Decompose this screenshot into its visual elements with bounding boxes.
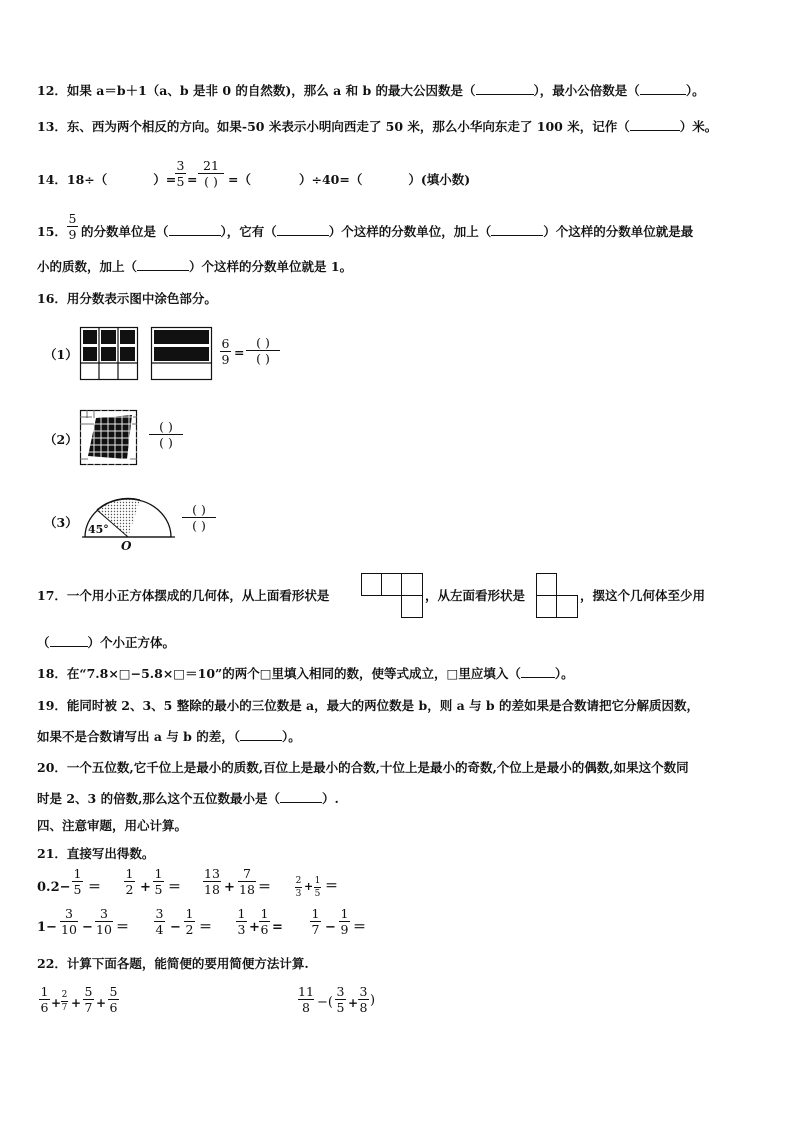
q16-p1-eq: =: [234, 345, 245, 360]
q17-line-1a: 17．一个用小正方体摆成的几何体，从上面看形状是: [37, 588, 330, 603]
q21-e4-d1: 3: [295, 889, 302, 899]
q19-line-2: [37, 729, 301, 745]
q21-e5-frac2: [95, 907, 113, 936]
q21-e4-op: +: [304, 880, 314, 893]
q21-e4-n2: 1: [314, 876, 321, 886]
q16-angle-label: 45°: [88, 523, 109, 536]
q15-blank-1[interactable]: [169, 224, 221, 236]
q16-p3-answer[interactable]: [182, 503, 216, 532]
q15-blank-3[interactable]: [491, 224, 543, 236]
q12-text-c: ）。: [685, 83, 705, 98]
q21-e3-frac2: [238, 867, 256, 896]
q16-p2-answer[interactable]: [149, 420, 183, 449]
q14-f2-num: 21: [203, 158, 219, 173]
q16-p3-ans-den[interactable]: ( ): [192, 518, 206, 533]
q16-part3-label: （3）: [44, 515, 78, 530]
q12-text-a: 12．如果 a＝b＋1（a、b 是非 0 的自然数)，那么 a 和 b 的最大公因数是（: [37, 83, 476, 98]
q14-f2-den[interactable]: ( ): [204, 174, 218, 189]
q21-e7-n1: 1: [237, 906, 246, 921]
q16-p1-fraction: [220, 337, 231, 366]
q22-a-d2: 7: [61, 1003, 68, 1013]
q15-fraction: [67, 212, 78, 241]
q22-b-n3: 3: [359, 984, 368, 999]
q21-e2-n2: 1: [154, 866, 163, 881]
q21-e1-frac: [72, 867, 83, 896]
q22-b-n1: 11: [298, 984, 314, 999]
q21-e7-frac1: [236, 907, 247, 936]
q22-b-d2: 5: [336, 1000, 345, 1015]
q18-blank[interactable]: [521, 666, 555, 678]
q21-e3-eq: ＝: [258, 880, 272, 895]
q21-e5-frac1: [60, 907, 78, 936]
q12-blank-2[interactable]: [640, 83, 686, 95]
question-13: [37, 119, 717, 135]
q13-blank[interactable]: [630, 119, 680, 131]
q15-f-den: 9: [68, 227, 77, 242]
q22-a-d4: 6: [109, 1000, 118, 1015]
q15-f-num: 5: [68, 211, 77, 226]
q21-e1-lead: 0.2−: [37, 880, 71, 895]
q21-e2-eq: ＝: [168, 880, 182, 895]
q21-e6-op: −: [170, 920, 181, 935]
q21-e5-n1: 3: [65, 906, 73, 921]
q12-blank-1[interactable]: [476, 83, 534, 95]
q21-e7-n2: 1: [260, 906, 269, 921]
q15-blank-4[interactable]: [137, 259, 189, 271]
section-4-heading: 四、注意审题，用心计算。: [37, 818, 188, 833]
q16-p3-ans-num[interactable]: ( ): [192, 502, 206, 517]
q16-p1-ans-num[interactable]: ( ): [256, 335, 270, 350]
q21-e8-d1: 7: [311, 922, 320, 937]
q21-e5-op: −: [82, 920, 93, 935]
q20-line2-b: ）.: [321, 791, 339, 806]
q15-line2-b: ）个这样的分数单位就是 1。: [189, 259, 353, 274]
q21-e2-op: +: [140, 880, 151, 895]
q16-title: 16．用分数表示图中涂色部分。: [37, 291, 217, 306]
q14-part-c: ）÷40=（: [298, 172, 363, 187]
q15-line1-b: ），它有（: [220, 224, 277, 239]
q17-line-1b: ，从左面看形状是: [425, 588, 526, 603]
q21-e5-eq: ＝: [116, 920, 130, 935]
q15-line1-c: ）个这样的分数单位，加上（: [328, 224, 492, 239]
question-14: [37, 172, 176, 188]
q17-line2-b: ）个小正方体。: [87, 635, 176, 650]
q19-line2-b: ）。: [282, 729, 301, 744]
q21-e4-n1: 2: [295, 876, 302, 886]
question-12: [37, 83, 705, 99]
q22-b-op1: −(: [317, 995, 333, 1010]
q21-e2-d1: 2: [125, 882, 134, 897]
q22-b-close: ): [370, 993, 376, 1008]
q22-b-frac1: [298, 985, 314, 1014]
q22-a-n2: 2: [61, 990, 68, 1000]
q14-part-d: ）(填小数): [408, 172, 471, 187]
q13-text-b: ）米。: [679, 119, 718, 134]
q15-line1-a: 的分数单位是（: [81, 224, 169, 239]
q21-e2-n1: 1: [125, 866, 134, 881]
q21-e4-frac1: [295, 876, 302, 899]
q21-e6-n2: 1: [185, 906, 194, 921]
q20-blank[interactable]: [280, 791, 322, 803]
q17-line-2: [37, 635, 175, 651]
q17-line-1c: ，摆这个几何体至少用: [580, 588, 706, 603]
q21-e3-op: +: [224, 880, 235, 895]
q14-eq-1: =: [187, 172, 198, 187]
q16-part1-label: （1）: [44, 347, 78, 362]
q22-a-n3: 5: [84, 984, 93, 999]
q21-e3-d1: 18: [204, 882, 220, 897]
q21-e5-d1: 10: [61, 922, 77, 937]
q14-f1-den: 5: [176, 174, 185, 189]
q21-e6-d1: 4: [155, 922, 164, 937]
q22-a-n1: 1: [40, 984, 49, 999]
q17-top-view-shape: [361, 573, 425, 619]
q21-e8-frac2: [339, 907, 350, 936]
q16-p1-num: 6: [221, 336, 230, 351]
q20-line-1: 20．一个五位数,它千位上是最小的质数,百位上是最小的合数,十位上是最小的奇数,个位上是最小的偶数,如果这个数同: [37, 760, 689, 775]
q21-e7-op: +: [249, 920, 260, 935]
q16-center-label: O: [121, 539, 132, 553]
q21-e6-frac2: [184, 907, 195, 936]
q15-line1-d: ）个这样的分数单位就是最: [543, 224, 694, 239]
q22-a-frac1: [39, 985, 50, 1014]
q14-fraction-1: [175, 159, 186, 188]
q21-e8-n2: 1: [340, 906, 349, 921]
q21-e1-d: 5: [73, 882, 82, 897]
q16-p1-den: 9: [221, 352, 230, 367]
q22-title: 22．计算下面各题，能简便的要用简便方法计算.: [37, 956, 309, 971]
q21-e1-n: 1: [73, 866, 82, 881]
q16-grid-parallelogram: [80, 410, 140, 466]
q13-text-a: 13．东、西为两个相反的方向。如果-50 米表示小明向西走了 50 米，那么小华向东走了 100 米，记作（: [37, 119, 630, 134]
q20-line-2: [37, 791, 339, 807]
q15-blank-2[interactable]: [277, 224, 329, 236]
q12-text-b: ），最小公倍数是（: [533, 83, 640, 98]
q21-e6-eq: ＝: [199, 920, 213, 935]
q21-e7-eq: =: [272, 920, 283, 935]
q16-p2-ans-den[interactable]: ( ): [159, 435, 173, 450]
q22-a-n4: 5: [109, 984, 118, 999]
q22-a-frac4: [108, 985, 119, 1014]
q22-a-op1: +: [51, 996, 62, 1010]
q16-part2-label: （2）: [44, 432, 78, 447]
q16-p2-ans-num[interactable]: ( ): [159, 419, 173, 434]
q18-text-b: ）。: [554, 666, 574, 681]
q14-eq-2: =（: [228, 172, 251, 187]
q17-blank[interactable]: [50, 635, 88, 647]
q14-fraction-2: [198, 159, 224, 188]
q14-part-b: ）=: [153, 172, 177, 187]
q22-a-op2: +: [71, 996, 82, 1010]
q15-line2-a: 小的质数，加上（: [37, 259, 138, 274]
q22-b-frac3: [358, 985, 369, 1014]
q21-e7-d1: 3: [237, 922, 246, 937]
q21-e5-lead: 1−: [37, 920, 57, 935]
q21-e2-frac2: [153, 867, 164, 896]
q21-e8-eq: ＝: [353, 920, 367, 935]
q14-number: 14．: [37, 172, 67, 187]
q21-e6-d2: 2: [185, 922, 194, 937]
q22-a-frac3: [83, 985, 94, 1014]
q21-e6-frac1: [154, 907, 165, 936]
q18-text-a: 18．在“7.8×□−5.8×□＝10”的两个□里填入相同的数，使等式成立，□里应填入（: [37, 666, 521, 681]
q14-f1-num: 3: [176, 158, 185, 173]
q22-b-n2: 3: [336, 984, 345, 999]
q21-e8-n1: 1: [311, 906, 320, 921]
q14-tail: [228, 172, 470, 188]
q21-title: 21．直接写出得数。: [37, 846, 155, 861]
q21-e3-d2: 18: [239, 882, 255, 897]
q20-line2-a: 时是 2、3 的倍数,那么这个五位数最小是（: [37, 791, 280, 806]
q21-e8-frac1: [310, 907, 321, 936]
q17-line2-a: （: [37, 635, 50, 650]
q21-e2-frac1: [124, 867, 135, 896]
q22-b-d1: 8: [302, 1000, 310, 1015]
q21-e2-d2: 5: [154, 882, 163, 897]
q15-number: 15．: [37, 224, 67, 239]
q22-b-d3: 8: [359, 1000, 368, 1015]
q21-e7-d2: 6: [260, 922, 269, 937]
q21-e4-frac2: [314, 876, 321, 899]
q16-p1-ans-den[interactable]: ( ): [256, 351, 270, 366]
q21-e3-frac1: [203, 867, 221, 896]
q15-line-2: [37, 259, 352, 275]
q21-e4-eq: ＝: [325, 879, 339, 894]
q21-e1-eq: ＝: [88, 880, 102, 895]
q21-e7-frac2: [259, 907, 270, 936]
q21-e5-n2: 3: [100, 906, 108, 921]
q19-line-1: 19．能同时被 2、3、5 整除的最小的三位数是 a，最大的两位数是 b，则 a 与 b 的差如果是合数请把它分解质因数，: [37, 698, 699, 713]
q19-blank[interactable]: [240, 729, 282, 741]
q21-e3-n2: 7: [243, 866, 251, 881]
q16-bar-rect: [151, 327, 213, 381]
q22-b-op2: +: [348, 996, 359, 1010]
q21-e4-d2: 5: [314, 889, 321, 899]
q15-line-1: [81, 224, 693, 240]
q17-left-view-shape: [536, 573, 580, 619]
q22-a-op3: +: [96, 996, 107, 1010]
q16-p1-answer[interactable]: [246, 336, 280, 365]
q21-e8-op: −: [325, 920, 336, 935]
q22-b-frac2: [335, 985, 346, 1014]
q14-part-a: 18÷（: [66, 172, 108, 187]
q22-a-d3: 7: [84, 1000, 93, 1015]
q19-line2-a: 如果不是合数请写出 a 与 b 的差，（: [37, 729, 240, 744]
q16-grid-3x3: [80, 327, 140, 381]
q22-a-d1: 6: [40, 1000, 49, 1015]
question-18: [37, 666, 574, 682]
q22-a-frac2: [61, 990, 68, 1013]
q21-e6-n1: 3: [155, 906, 164, 921]
q21-e3-n1: 13: [204, 866, 220, 881]
q21-e8-d2: 9: [340, 922, 349, 937]
q21-e5-d2: 10: [96, 922, 112, 937]
